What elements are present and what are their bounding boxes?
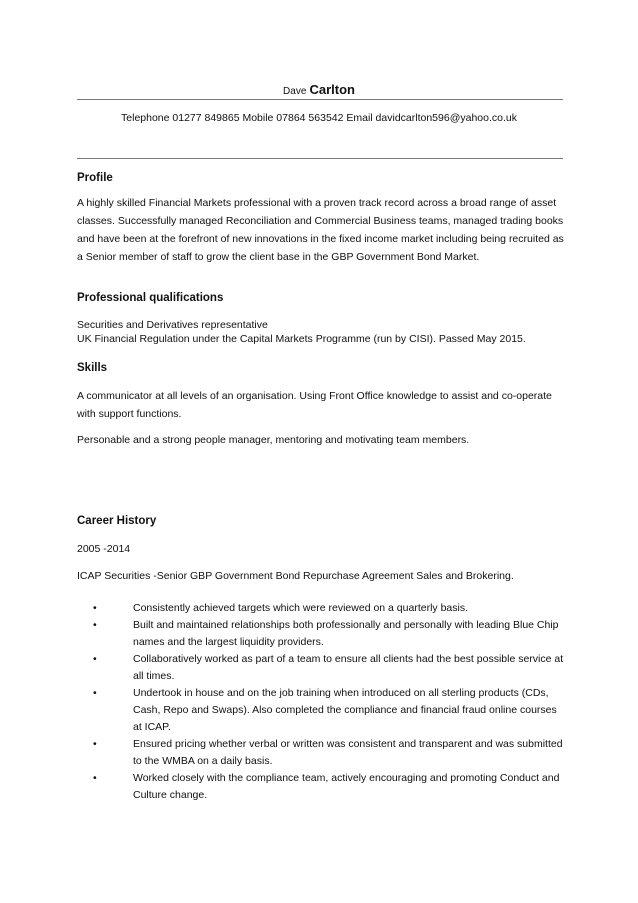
last-name: Carlton bbox=[309, 82, 355, 97]
first-name: Dave bbox=[283, 86, 307, 97]
bullet-icon: • bbox=[93, 653, 97, 665]
skills-heading: Skills bbox=[77, 362, 108, 374]
list-item bbox=[77, 770, 567, 804]
profile-text: A highly skilled Financial Markets professional with a proven track record across a broad range of asset classes. Successfully managed Reconciliation and Commercial Business teams, managed trading books and have been at the forefront of new innovations in the fixed income market including being recruited as a Senior member of staff to grow the client base in the GBP Government Bond Market. bbox=[77, 197, 564, 263]
list-item-text: Worked closely with the compliance team, actively encouraging and promoting Conduct and Culture change. bbox=[133, 772, 560, 801]
header-rule-top bbox=[77, 99, 563, 100]
list-item bbox=[77, 600, 567, 617]
qualification-line-1: Securities and Derivatives representative bbox=[77, 319, 268, 331]
list-item-text: Built and maintained relationships both professionally and personally with leading Blue Chip names and the largest liquidity providers. bbox=[133, 619, 559, 648]
candidate-name bbox=[0, 82, 638, 97]
career-role: ICAP Securities -Senior GBP Government Bond Repurchase Agreement Sales and Brokering. bbox=[77, 570, 514, 582]
contact-line: Telephone 01277 849865 Mobile 07864 563542 Email davidcarlton596@yahoo.co.uk bbox=[121, 112, 517, 124]
profile-heading: Profile bbox=[77, 172, 113, 184]
bullet-icon: • bbox=[93, 687, 97, 699]
career-bullet-list bbox=[77, 600, 567, 804]
list-item bbox=[77, 685, 567, 736]
list-item-text: Ensured pricing whether verbal or written was consistent and transparent and was submitted to the WMBA on a daily basis. bbox=[133, 738, 563, 767]
qualifications-heading: Professional qualifications bbox=[77, 292, 224, 304]
bullet-icon: • bbox=[93, 602, 97, 614]
list-item-text: Undertook in house and on the job training when introduced on all sterling products (CDs, Cash, Repo and Swaps). Also completed the compliance and financial fraud online courses at ICAP. bbox=[133, 687, 557, 733]
list-item bbox=[77, 617, 567, 651]
list-item-text: Consistently achieved targets which were reviewed on a quarterly basis. bbox=[133, 602, 469, 614]
bullet-icon: • bbox=[93, 772, 97, 784]
bullet-icon: • bbox=[93, 738, 97, 750]
list-item-text: Collaboratively worked as part of a team to ensure all clients had the best possible service at all times. bbox=[133, 653, 564, 682]
qualification-line-2: UK Financial Regulation under the Capital Markets Programme (run by CISI). Passed May 2015. bbox=[77, 333, 526, 345]
list-item bbox=[77, 651, 567, 685]
list-item bbox=[77, 736, 567, 770]
header-rule-bottom bbox=[77, 158, 563, 159]
bullet-icon: • bbox=[93, 619, 97, 631]
skills-paragraph-2: Personable and a strong people manager, mentoring and motivating team members. bbox=[77, 434, 470, 446]
career-period: 2005 -2014 bbox=[77, 543, 131, 555]
skills-paragraph-1: A communicator at all levels of an organisation. Using Front Office knowledge to assist and co-operate with support functions. bbox=[77, 390, 552, 420]
career-heading: Career History bbox=[77, 515, 157, 527]
